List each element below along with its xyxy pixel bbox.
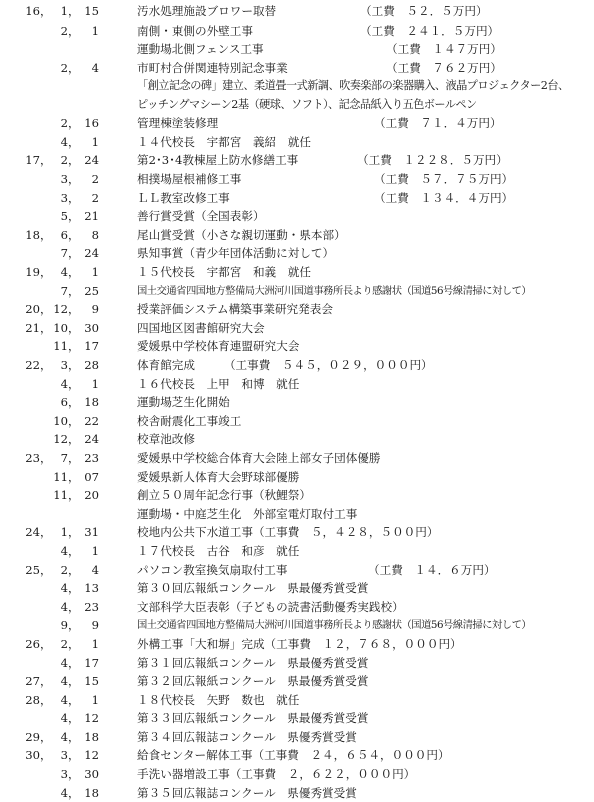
month: 12: [53, 302, 68, 317]
month: 6: [60, 395, 68, 410]
day: 16: [84, 116, 99, 131]
history-row: 22 ， 3 ， 28 体育館完成 （工事費 ５４５，０２９，０００円）: [0, 356, 594, 375]
month: 2: [60, 562, 68, 577]
cost: （工費 １２２８．５万円）: [357, 153, 508, 168]
history-row: 4 ， 18 第３５回広報誌コンクール 県優秀賞受賞: [0, 784, 594, 802]
event-text: 国土交通省四国地方整備局大洲河川国道事務所長より感謝状（国道56号線清掃に対して）: [137, 619, 532, 632]
history-row: 11 ， 20 創立５０周年記念行事（秋鯉祭）: [0, 486, 594, 505]
event-text: １４代校長 宇都宮 義紹 就任: [137, 134, 311, 149]
month: 10: [53, 413, 68, 428]
history-row: 24 ， 1 ， 31 校地内公共下水道工事（工事費 ５，４２８，５００円）: [0, 523, 594, 542]
history-row: 3 ， 30 手洗い器増設工事（工事費 ２，６２２，０００円）: [0, 765, 594, 784]
event-text: 第３０回広報紙コンクール 県最優秀賞受賞: [137, 581, 369, 596]
day: 31: [84, 525, 99, 540]
day: 28: [84, 358, 99, 372]
history-row: [0, 505, 594, 524]
event-text: 愛媛県新人体育大会野球部優勝: [137, 469, 300, 484]
year: 22: [25, 358, 40, 372]
day: 25: [84, 283, 99, 298]
event-text: 給食センター解体工事（工事費 ２４，６５４，０００円）: [137, 748, 450, 763]
month: 2: [60, 23, 68, 38]
event-text: 汚水処理施設ブロワー取替: [137, 4, 277, 18]
day: 9: [91, 618, 99, 633]
event-text: 運動場北側フェンス工事: [137, 42, 264, 57]
history-list: [0, 2, 594, 802]
history-row: [0, 77, 594, 114]
history-row: 4 ， 1 １６代校長 上甲 和博 就任: [0, 375, 594, 394]
month: 10: [53, 320, 68, 335]
history-row: 5 ， 21 善行賞受賞（全国表彰）: [0, 207, 594, 226]
history-row: 4 ， 23 文部科学大臣表彰（子どもの読書活動優秀実践校）: [0, 598, 594, 617]
month: 4: [60, 711, 68, 726]
event-text: 校地内公共下水道工事（工事費 ５，４２８，５００円）: [137, 525, 439, 540]
month: 4: [60, 265, 68, 280]
day: 07: [84, 469, 99, 484]
day: 12: [84, 711, 99, 726]
month: 11: [53, 339, 68, 354]
history-row: 4 ， 1 １４代校長 宇都宮 義紹 就任: [0, 133, 594, 152]
day: 17: [84, 339, 99, 354]
day: 9: [91, 302, 99, 317]
history-row: 2 ， 4 市町村合併関連特別記念事業 （工費 ７６２万円）: [0, 59, 594, 78]
event-text: 愛媛県中学校総合体育大会陸上部女子団体優勝: [137, 450, 381, 465]
history-row: 9 ， 9 国土交通省四国地方整備局大洲河川国道事務所長より感謝状（国道56号線清掃に対して）: [0, 616, 594, 635]
month: 4: [60, 581, 68, 596]
month: 3: [60, 190, 68, 205]
day: 12: [84, 748, 99, 763]
event-text: 県知事賞（青少年団体活動に対して）: [137, 246, 335, 261]
day: 1: [91, 692, 99, 707]
cost: （工費 １３４．４万円）: [374, 190, 514, 205]
event-text: 南側・東側の外壁工事: [137, 23, 253, 38]
cost: （工費 ７１．４万円）: [374, 116, 502, 131]
year: 21: [25, 320, 40, 335]
year: 17: [25, 153, 40, 168]
year: 28: [25, 692, 40, 707]
day: 24: [84, 153, 99, 168]
day: 1: [91, 376, 99, 391]
year: 20: [25, 302, 40, 317]
event-text: 第３５回広報誌コンクール 県優秀賞受賞: [137, 785, 357, 800]
event-text: ＬＬ教室改修工事: [137, 190, 230, 205]
year: 24: [25, 525, 40, 540]
history-row: 28 ， 4 ， 1 １８代校長 矢野 数也 就任: [0, 691, 594, 710]
year: 18: [25, 227, 40, 242]
event-text: 外構工事「大和塀」完成（工事費 １２，７６８，０００円）: [137, 636, 462, 651]
history-row: 26 ， 2 ， 1 外構工事「大和塀」完成（工事費 １２，７６８，０００円）: [0, 635, 594, 654]
day: 13: [84, 581, 99, 596]
month: 6: [60, 227, 68, 242]
year: 23: [25, 450, 40, 465]
cost: （工費 ５２．５万円）: [360, 4, 488, 18]
month: 7: [60, 450, 68, 465]
history-row: 7 ， 24 県知事賞（青少年団体活動に対して）: [0, 244, 594, 263]
month: 4: [60, 729, 68, 744]
month: 1: [60, 4, 68, 18]
year: 16: [25, 4, 40, 18]
event-text: 第３２回広報紙コンクール 県最優秀賞受賞: [137, 674, 369, 689]
day: 24: [84, 432, 99, 447]
day: 2: [91, 190, 99, 205]
event-text: 校舎耐震化工事竣工: [137, 413, 242, 428]
event-text: 授業評価システム構築事業研究発表会: [137, 302, 333, 317]
event-text: 第３４回広報誌コンクール 県優秀賞受賞: [137, 729, 357, 744]
event-text: 運動場芝生化開始: [137, 395, 230, 410]
event-text: 愛媛県中学校体育連盟研究大会: [137, 339, 300, 354]
history-row: 4 ， 13 第３０回広報紙コンクール 県最優秀賞受賞: [0, 579, 594, 598]
history-row: 19 ， 4 ， 1 １５代校長 宇都宮 和義 就任: [0, 263, 594, 282]
day: 15: [84, 674, 99, 689]
month: 5: [60, 209, 68, 224]
history-row: 2 ， 1 南側・東側の外壁工事 （工費 ２４１．５万円）: [0, 22, 594, 41]
day: 30: [84, 320, 99, 335]
month: 2: [60, 60, 68, 75]
event-text: 体育館完成 （工事費 ５４５，０２９，０００円）: [137, 358, 433, 372]
day: 1: [91, 265, 99, 280]
history-row: 21 ， 10 ， 30 四国地区図書館研究大会: [0, 319, 594, 338]
event-text: 第３１回広報紙コンクール 県最優秀賞受賞: [137, 655, 369, 670]
history-row: 20 ， 12 ， 9 授業評価システム構築事業研究発表会: [0, 300, 594, 319]
history-row: 6 ， 18 運動場芝生化開始: [0, 393, 594, 412]
month: 1: [60, 525, 68, 540]
year: 29: [25, 729, 40, 744]
day: 22: [84, 413, 99, 428]
event-text: 四国地区図書館研究大会: [137, 320, 265, 335]
day: 15: [84, 4, 99, 18]
history-row: 4 ， 1 １７代校長 古谷 和彦 就任: [0, 542, 594, 561]
day: 30: [84, 767, 99, 782]
event-text: １８代校長 矢野 数也 就任: [137, 692, 300, 707]
history-row: 7 ， 25 国土交通省四国地方整備局大洲河川国道事務所長より感謝状（国道56号線清掃に対して）: [0, 282, 594, 301]
month: 3: [60, 767, 68, 782]
month: 4: [60, 692, 68, 707]
day: 20: [84, 488, 99, 503]
event-text: 善行賞受賞（全国表彰）: [137, 209, 265, 224]
event-text: 文部科学大臣表彰（子どもの読書活動優秀実践校）: [137, 599, 404, 614]
history-row: 4 ， 17 第３１回広報紙コンクール 県最優秀賞受賞: [0, 654, 594, 673]
cost: （工費 ２４１．５万円）: [360, 23, 500, 38]
month: 3: [60, 172, 68, 187]
history-row: 2 ， 16 管理棟塗装修理 （工費 ７１．４万円）: [0, 114, 594, 133]
year: 25: [25, 562, 40, 577]
month: 7: [60, 246, 68, 261]
cost: （工費 ５７．７５万円）: [374, 172, 514, 187]
event-text: 国土交通省四国地方整備局大洲河川国道事務所長より感謝状（国道56号線清掃に対して）: [137, 284, 532, 297]
event-text: パソコン教室換気扇取付工事: [137, 562, 288, 577]
cost: （工費 ７６２万円）: [386, 60, 502, 75]
cost: （工費 １４７万円）: [386, 42, 502, 57]
month: 4: [60, 599, 68, 614]
month: 2: [60, 636, 68, 651]
history-row: 23 ， 7 ， 23 愛媛県中学校総合体育大会陸上部女子団体優勝: [0, 449, 594, 468]
month: 2: [60, 116, 68, 131]
year: 19: [25, 265, 40, 280]
history-row: 10 ， 22 校舎耐震化工事竣工: [0, 412, 594, 431]
day: 23: [84, 450, 99, 465]
month: 4: [60, 543, 68, 558]
day: 18: [84, 729, 99, 744]
event-text: 第３３回広報紙コンクール 県最優秀賞受賞: [137, 711, 369, 726]
history-row: 30 ， 3 ， 12 給食センター解体工事（工事費 ２４，６５４，０００円）: [0, 746, 594, 765]
history-row: 4 ， 12 第３３回広報紙コンクール 県最優秀賞受賞: [0, 709, 594, 728]
history-row: 11 ， 17 愛媛県中学校体育連盟研究大会: [0, 337, 594, 356]
month: 4: [60, 134, 68, 149]
event-text: 運動場・中庭芝生化 外部室電灯取付工事: [137, 506, 358, 521]
history-row: 27 ， 4 ， 15 第３２回広報紙コンクール 県最優秀賞受賞: [0, 672, 594, 691]
history-row: 17 ， 2 ， 24 第2･3･4教棟屋上防水修繕工事 （工費 １２２８．５万円）: [0, 151, 594, 170]
event-text: 管理棟塗装修理: [137, 116, 219, 131]
month: 3: [60, 748, 68, 763]
event-text: １７代校長 古谷 和彦 就任: [137, 543, 300, 558]
day: 17: [84, 655, 99, 670]
history-row: 12 ， 24 校章池改修: [0, 430, 594, 449]
year: 30: [25, 748, 40, 763]
history-row: 18 ， 6 ， 8 尾山賞受賞（小さな親切運動・県本部）: [0, 226, 594, 245]
history-row: 11 ， 07 愛媛県新人体育大会野球部優勝: [0, 468, 594, 487]
history-row: 3 ， 2 相撲場屋根補修工事 （工費 ５７．７５万円）: [0, 170, 594, 189]
month: 12: [53, 432, 68, 447]
month: 4: [60, 674, 68, 689]
year: 26: [25, 636, 40, 651]
history-row: [0, 40, 594, 59]
month: 4: [60, 376, 68, 391]
history-row: 16 ， 1 ， 15 汚水処理施設ブロワー取替 （工費 ５２．５万円）: [0, 2, 594, 22]
event-text: 市町村合併関連特別記念事業: [137, 60, 288, 75]
event-text: 相撲場屋根補修工事: [137, 172, 242, 187]
month: 3: [60, 358, 68, 372]
event-text: 「創立記念の碑」建立、柔道畳一式新調、吹奏楽部の楽器購入、液晶プロジェクター2台、ピッチングマシーン2基（硬球、ソフト）、記念品紙入り五色ボールペン: [137, 79, 569, 111]
day: 21: [84, 209, 99, 224]
history-row: 29 ， 4 ， 18 第３４回広報誌コンクール 県優秀賞受賞: [0, 728, 594, 747]
history-row: 25 ， 2 ， 4 パソコン教室換気扇取付工事 （工費 １４．６万円）: [0, 561, 594, 580]
cost: （工費 １４．６万円）: [368, 562, 496, 577]
event-text: １５代校長 宇都宮 和義 就任: [137, 265, 311, 280]
month: 4: [60, 655, 68, 670]
event-text: 手洗い器増設工事（工事費 ２，６２２，０００円）: [137, 767, 416, 782]
month: 11: [53, 469, 68, 484]
day: 1: [91, 636, 99, 651]
day: 8: [91, 227, 99, 242]
month: 9: [60, 618, 68, 633]
month: 7: [60, 283, 68, 298]
day: 23: [84, 599, 99, 614]
day: 4: [91, 60, 99, 75]
event-text: 創立５０周年記念行事（秋鯉祭）: [137, 488, 311, 503]
day: 24: [84, 246, 99, 261]
day: 4: [91, 562, 99, 577]
day: 1: [91, 134, 99, 149]
month: 11: [53, 488, 68, 503]
event-text: 尾山賞受賞（小さな親切運動・県本部）: [137, 227, 346, 242]
year: 27: [25, 674, 40, 689]
event-text: 校章池改修: [137, 432, 195, 447]
day: 18: [84, 395, 99, 410]
day: 2: [91, 172, 99, 187]
history-row: 3 ， 2 ＬＬ教室改修工事 （工費 １３４．４万円）: [0, 189, 594, 208]
day: 1: [91, 23, 99, 38]
event-text: １６代校長 上甲 和博 就任: [137, 376, 300, 391]
month: 2: [60, 153, 68, 168]
month: 4: [60, 785, 68, 800]
day: 1: [91, 543, 99, 558]
day: 18: [84, 785, 99, 800]
event-text: 第2･3･4教棟屋上防水修繕工事: [137, 153, 299, 168]
